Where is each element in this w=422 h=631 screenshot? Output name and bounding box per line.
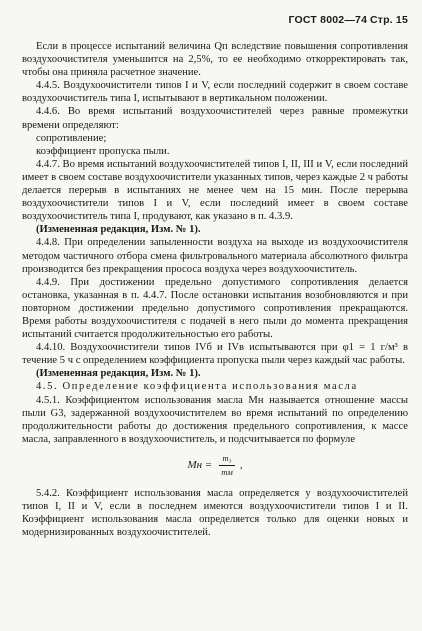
document-body bbox=[22, 40, 408, 539]
paragraph-p11: (Измененная редакция, Изм. № 1). bbox=[36, 368, 201, 380]
paragraph-p5: коэффициент пропуска пыли. bbox=[36, 145, 170, 157]
paragraph-p6: 4.4.7. Во время испытаний воздухоочистителей типов I, II, III и V, если последний имеет в своем составе воздухоочистители указанных типов, через каждые 2 ч работы делается перерыв в испытаниях не менее чем на 15 мин. После перерыва воздухоочистители типов I и V, если последний имеет в своем составе воздухоочиститель типа I, продувают, как указано в п. 4.3.9. bbox=[22, 158, 408, 223]
paragraph-p12: 4.5. Определение коэффициента использования масла bbox=[36, 381, 358, 393]
formula-denominator: mм bbox=[221, 467, 233, 477]
paragraph-p10: 4.4.10. Воздухоочистители типов IVб и IVв испытываются при φ1 = 1 г/м³ в течение 5 ч с определением коэффициента пропуска пыли через каждый час работы. bbox=[22, 342, 408, 367]
paragraph-p7: (Измененная редакция, Изм. № 1). bbox=[36, 224, 201, 236]
paragraph-p1: Если в процессе испытаний величина Qп вследствие повышения сопротивления воздухоочистителя уменьшится на 2,5%, то ее необходимо откорректировать так, чтобы она приняла расчетное значение. bbox=[22, 41, 408, 79]
paragraph-p8: 4.4.8. При определении запыленности воздуха на выходе из воздухоочистителя методом частичного отбора смена фильтровального материала абсолютного фильтра производится без прекращения прососа воздуха через воздухоочиститель. bbox=[22, 237, 408, 275]
paragraph-p14: 5.4.2. Коэффициент использования масла определяется у воздухоочистителей типов I, II и V, если в последнем имеются воздухоочистители типов I и II. Коэффициент использования масла определяется только для оценки новых и модернизированных воздухоочистителей. bbox=[22, 488, 408, 539]
paragraph-p9: 4.4.9. При достижении предельно допустимого сопротивления делается остановка, указанная в п. 4.4.7. После остановки испытания возобновляются и при повторном достижении предельно допустимого сопротивления прекращаются. Время работы воздухоочистителя с подачей в него пыли до момента прекращения испытаний считается продолжительностью его работы. bbox=[22, 276, 408, 341]
paragraph-p2: 4.4.5. Воздухоочистители типов I и V, если последний содержит в своем составе воздухоочиститель типа I, испытывают в вертикальном положении. bbox=[22, 80, 408, 105]
oil-usage-formula bbox=[22, 452, 408, 479]
paragraph-p4: сопротивление; bbox=[36, 132, 107, 144]
formula-numerator: m₃ bbox=[219, 452, 234, 466]
formula-fraction bbox=[218, 452, 236, 479]
page-number: Стр. 15 bbox=[369, 14, 408, 26]
formula-lhs: Mн = bbox=[187, 458, 213, 471]
formula-tail: , bbox=[239, 458, 243, 471]
page-header bbox=[22, 14, 408, 32]
paragraph-p13: 4.5.1. Коэффициентом использования масла Мн называется отношение массы пыли G3, задержанной воздухоочистителем во время испытаний по определению продолжительности работы до достижения предельного сопротивления, к массе масла, заправленного в воздухоочиститель, и подсчитывается по формуле bbox=[22, 394, 408, 445]
standard-number: ГОСТ 8002—74 bbox=[288, 14, 368, 26]
paragraph-p3: 4.4.6. Во время испытаний воздухоочистителей через равные промежутки времени определяют: bbox=[22, 106, 408, 131]
